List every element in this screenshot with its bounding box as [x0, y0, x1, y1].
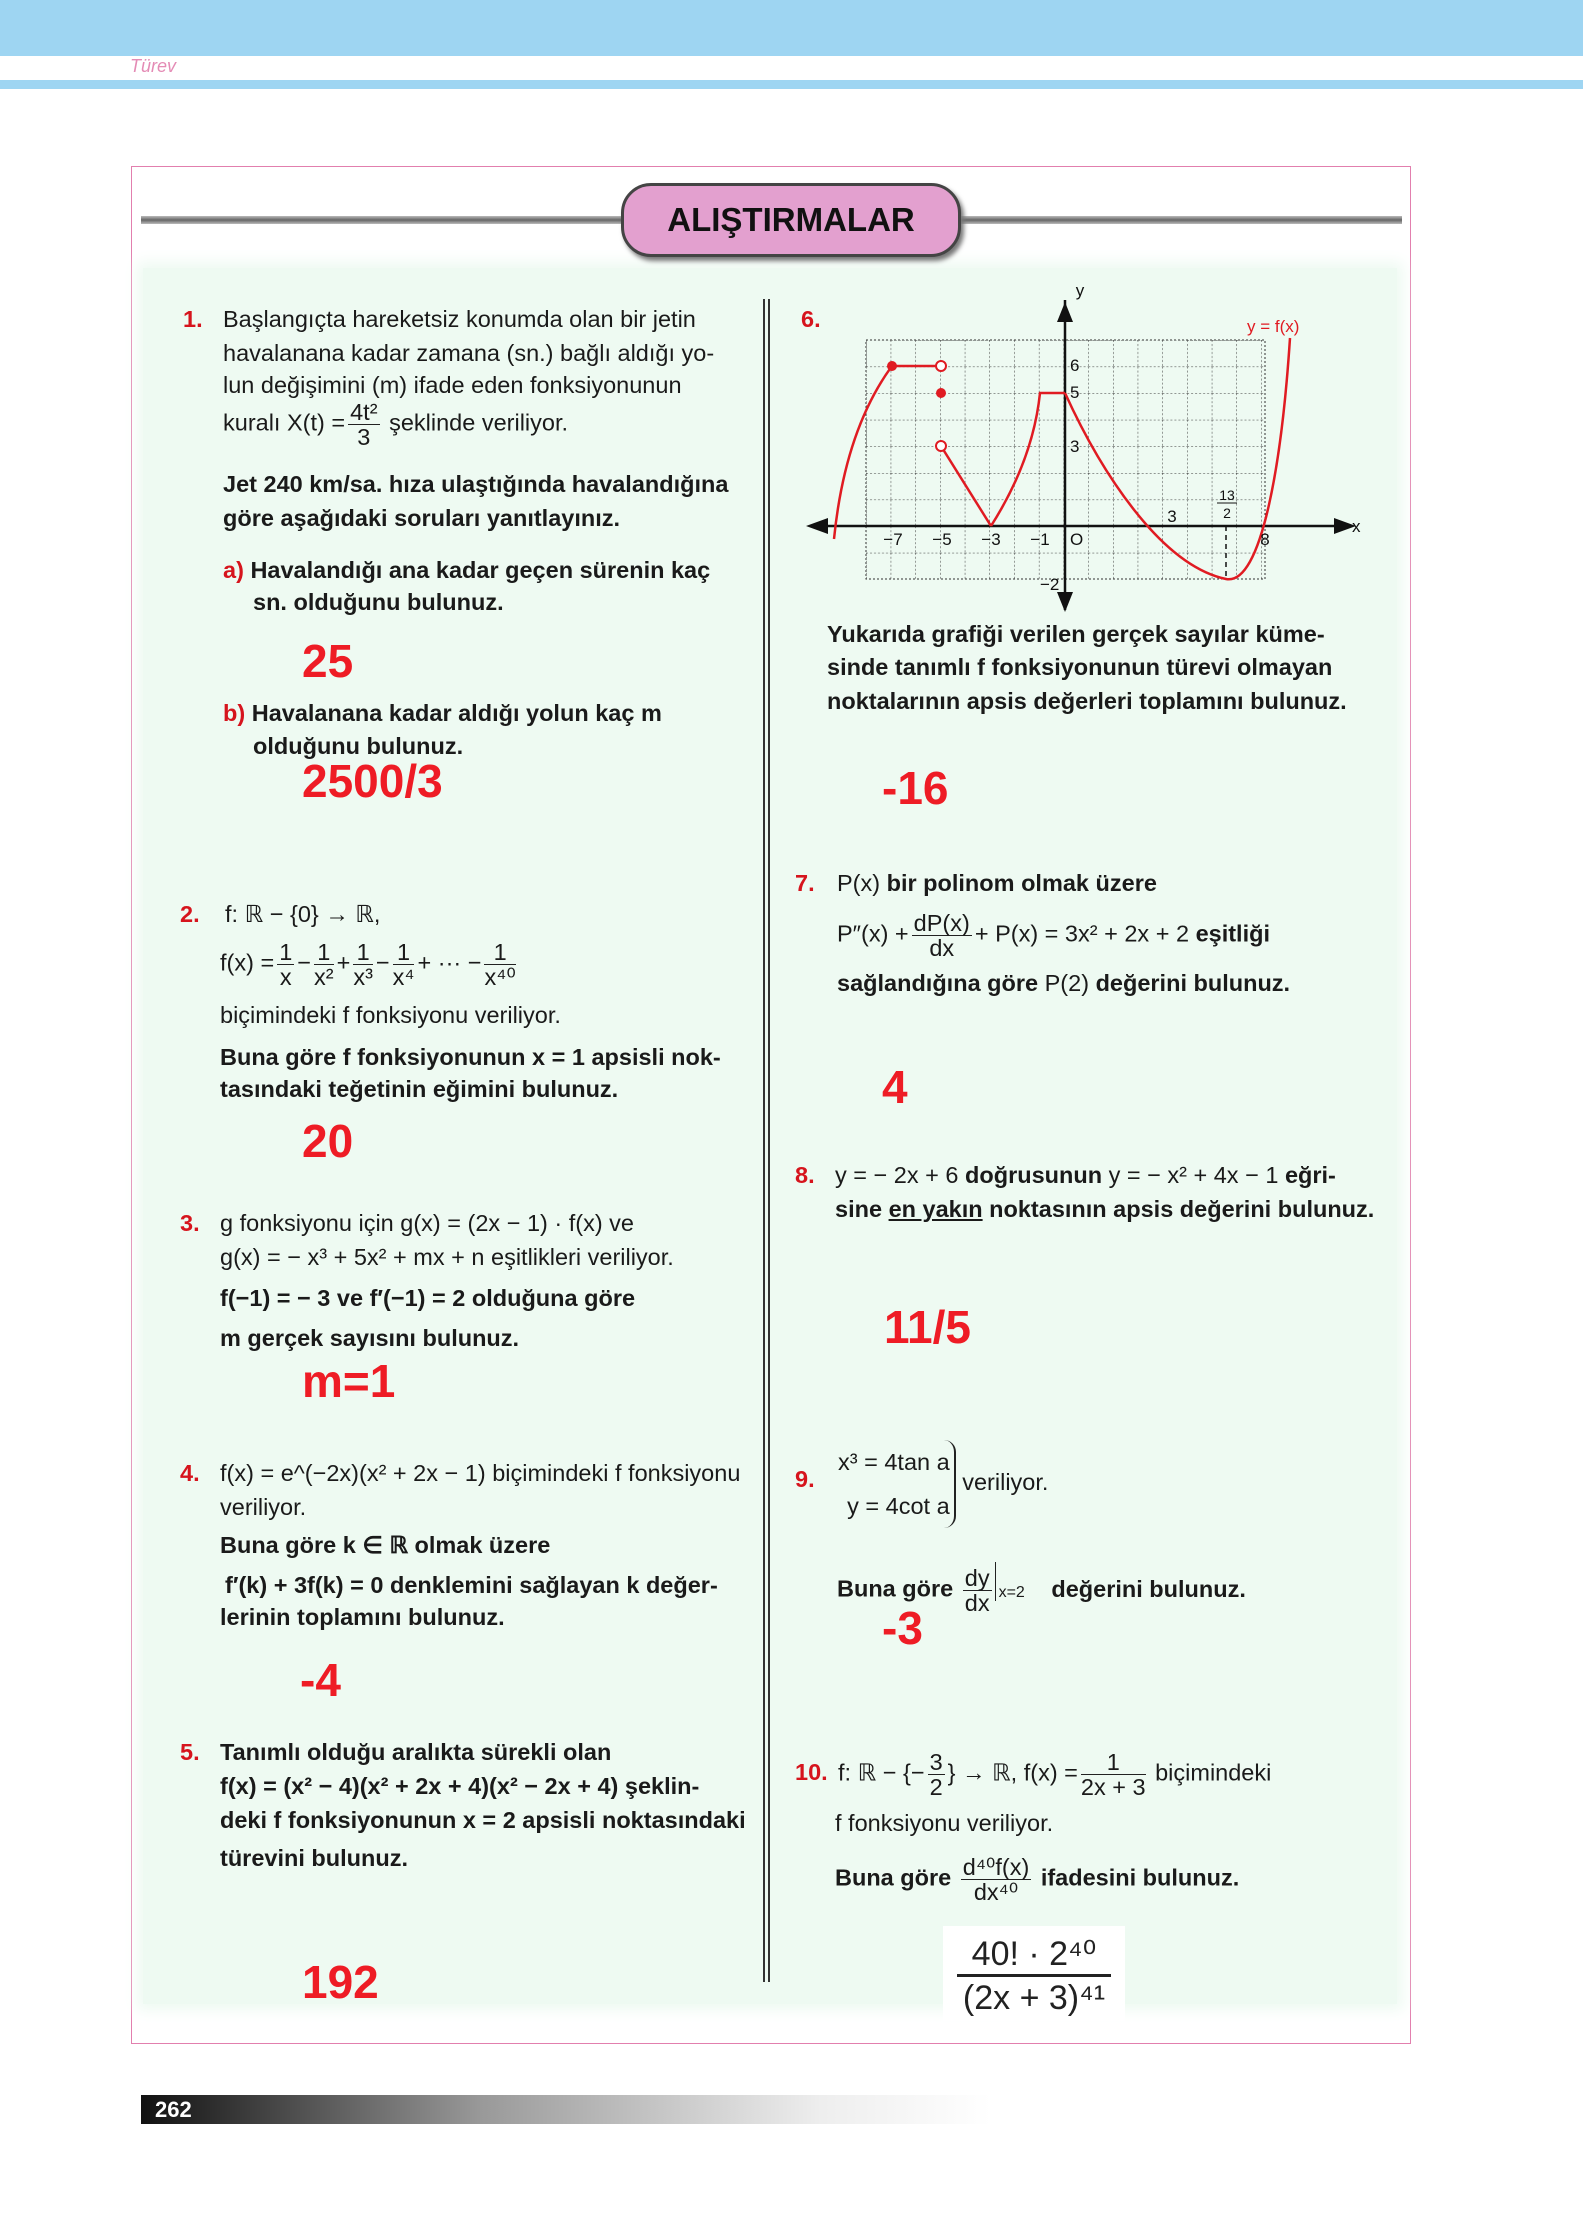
fraction-numerator: 13 [1219, 487, 1235, 503]
text: eğri- [1284, 1162, 1336, 1188]
problem-text: Yukarıda grafiği verilen gerçek sayılar küme- [827, 621, 1325, 647]
fraction [963, 1566, 992, 1615]
problem-text: lun değişimini (m) ifade eden fonksiyonunun [223, 372, 682, 398]
problem-text [835, 1158, 1336, 1192]
x-tick: −5 [932, 530, 952, 549]
answer-image [943, 1926, 1125, 2021]
numerator: 1 [314, 940, 334, 965]
fraction [353, 940, 373, 989]
problem-text: havalanana kadar zamana (sn.) bağlı aldığı yo- [223, 340, 715, 366]
problem-text: f(x) = e^(−2x)(x² + 2x − 1) biçimindeki f fonksiyonu [220, 1460, 741, 1486]
problem-text: Buna göre k ∈ ℝ olmak üzere [220, 1532, 551, 1558]
fraction-denominator: 2 [1223, 505, 1231, 521]
section-title: ALIŞTIRMALAR [621, 183, 961, 257]
text: kuralı X(t) = [223, 409, 346, 436]
y-tick: −2 [1040, 575, 1060, 594]
y-tick: 6 [1070, 356, 1080, 375]
text: bir polinom olmak üzere [886, 870, 1157, 896]
problem-text: g(x) = − x³ + 5x² + mx + n eşitlikleri veriliyor. [220, 1244, 674, 1270]
y-tick: 5 [1070, 383, 1080, 402]
answer: 192 [302, 1956, 379, 2008]
answer: -3 [882, 1602, 923, 1654]
problem-text: f fonksiyonu veriliyor. [835, 1810, 1054, 1836]
problem-number: 7. [795, 870, 815, 896]
problem-text: f′(k) + 3f(k) = 0 denklemini sağlayan k değer- [225, 1572, 718, 1598]
answer: 2500/3 [302, 755, 443, 807]
denominator: x⁴⁰ [484, 964, 516, 990]
numerator: 4t² [350, 399, 378, 425]
problem-text [837, 866, 1157, 900]
text: Buna göre [835, 1864, 952, 1891]
text: f: ℝ − {− [838, 1759, 925, 1786]
fraction [961, 1855, 1032, 1904]
fraction [1081, 1750, 1146, 1799]
answer: m=1 [302, 1355, 396, 1407]
text: değerini bulunuz. [1095, 970, 1291, 996]
operator: − [375, 949, 390, 976]
x-tick: 8 [1260, 530, 1270, 549]
underlined-text: en yakın [888, 1196, 983, 1222]
problem-text: f: ℝ − {0} → ℝ, [225, 901, 381, 927]
numerator: 1 [353, 940, 373, 965]
text: şeklinde veriliyor. [389, 409, 569, 436]
brace-group [838, 1440, 956, 1528]
problem-text: türevini bulunuz. [220, 1845, 408, 1871]
problem-number: 2. [180, 901, 200, 927]
subquestion-b [223, 696, 662, 730]
problem-text: veriliyor. [220, 1494, 307, 1520]
x-tick: 3 [1167, 507, 1177, 526]
problem-number: 8. [795, 1162, 815, 1188]
text: + P(x) = 3x² + 2x + 2 [974, 920, 1190, 947]
problem-text: sinde tanımlı f fonksiyonunun türevi olmayan [827, 654, 1333, 680]
parametric-system [838, 1440, 1048, 1528]
footer-bar [141, 2095, 991, 2124]
problem-text: f(x) = (x² − 4)(x² + 2x + 4)(x² − 2x + 4) şeklin- [220, 1773, 700, 1799]
x-tick: −7 [883, 530, 903, 549]
text: değerini bulunuz. [1051, 1575, 1246, 1602]
denominator: 3 [357, 424, 371, 450]
fraction [277, 940, 294, 989]
text: veriliyor. [962, 1469, 1049, 1496]
text: noktasının apsis değerini bulunuz. [989, 1196, 1375, 1222]
page-number: 262 [155, 2097, 192, 2122]
problem-text: noktalarının apsis değerleri toplamını bulunuz. [827, 688, 1347, 714]
origin-label: O [1070, 530, 1084, 549]
open-point [936, 441, 946, 451]
denominator: x³ [353, 964, 373, 990]
operator: − [297, 949, 311, 976]
problem-text [837, 966, 1290, 1000]
numerator: 1 [1081, 1750, 1146, 1775]
problem-formula [838, 1750, 1271, 1799]
fraction [484, 940, 515, 989]
text: f(x) = [220, 949, 275, 976]
text: } → ℝ, f(x) = [947, 1759, 1078, 1786]
denominator: dx [929, 935, 955, 961]
problem-number: 10. [795, 1759, 828, 1785]
problem-text [835, 1855, 1239, 1904]
closed-point [936, 388, 946, 398]
x-tick: −3 [981, 530, 1001, 549]
numerator: dP(x) [913, 910, 970, 936]
problem-text: Başlangıçta hareketsiz konumda olan bir jetin [223, 306, 696, 332]
x-tick: −1 [1030, 530, 1050, 549]
fraction [393, 940, 415, 989]
answer: 11/5 [884, 1301, 971, 1353]
denominator: dx⁴⁰ [973, 1879, 1019, 1905]
text: biçimindeki [1155, 1759, 1272, 1786]
text: Havalandığı ana kadar geçen sürenin kaç [250, 557, 711, 583]
problem-text [835, 1192, 1374, 1226]
problem-number: 5. [180, 1739, 200, 1765]
problem-number: 6. [801, 306, 821, 332]
problem-number: 9. [795, 1466, 815, 1492]
denominator: dx [964, 1590, 990, 1616]
problem-text: m gerçek sayısını bulunuz. [220, 1325, 520, 1351]
text: eşitliği [1195, 920, 1270, 947]
operator: + ··· − [417, 949, 482, 976]
open-point [936, 361, 946, 371]
fraction [314, 940, 334, 989]
fraction [928, 1750, 945, 1799]
chapter-label: Türev [130, 56, 177, 76]
answer: -16 [882, 762, 949, 814]
closed-point [887, 361, 897, 371]
numerator: d⁴⁰f(x) [962, 1854, 1030, 1880]
text: Buna göre [837, 1575, 954, 1602]
denominator: 2 [929, 1774, 943, 1800]
problem-number: 3. [180, 1210, 200, 1236]
problem-text: sn. olduğunu bulunuz. [253, 589, 504, 615]
numerator: 1 [484, 940, 515, 965]
problem-text: olduğunu bulunuz. [253, 733, 464, 759]
denominator: x [279, 964, 292, 990]
text: P(2) [1044, 970, 1090, 996]
problem-text: biçimindeki f fonksiyonu veriliyor. [220, 1002, 561, 1028]
answer-numerator: 40! · 2⁴⁰ [957, 1934, 1111, 1977]
fraction [912, 911, 972, 960]
text: y = − x² + 4x − 1 [1108, 1162, 1279, 1188]
numerator: dy [964, 1565, 990, 1591]
text: P(x) [837, 870, 881, 896]
text: Havalanana kadar aldığı yolun kaç m [251, 700, 662, 726]
text: P″(x) + [837, 920, 909, 947]
operator: + [336, 949, 351, 976]
problem-text: deki f fonksiyonunun x = 2 apsisli noktasındaki [220, 1807, 746, 1833]
answer: 25 [302, 635, 354, 687]
problem-text: tasındaki teğetinin eğimini bulunuz. [220, 1076, 619, 1102]
problem-number: 4. [180, 1460, 200, 1486]
denominator: x⁴ [392, 964, 415, 990]
evaluation-bar: x=2 [995, 1562, 1025, 1601]
text: doğrusunun [965, 1162, 1103, 1188]
problem-text: Jet 240 km/sa. hıza ulaştığında havalandığına [223, 471, 729, 497]
text: sağlandığına göre [837, 970, 1039, 996]
answer: 4 [882, 1061, 908, 1113]
numerator: 3 [929, 1749, 943, 1775]
function-label: y = f(x) [1247, 317, 1300, 336]
numerator: 1 [279, 939, 293, 965]
problem-number: 1. [183, 306, 203, 332]
problem-text: f(−1) = − 3 ve f′(−1) = 2 olduğuna göre [220, 1285, 636, 1311]
denominator: x² [314, 964, 334, 990]
answer: -4 [300, 1654, 341, 1706]
function-graph [0, 0, 1583, 700]
y-axis-label: y [1075, 281, 1085, 300]
subquestion-label: b) [223, 700, 246, 726]
answer: 20 [302, 1115, 354, 1167]
denominator: 2x + 3 [1080, 1774, 1146, 1800]
text: sine [835, 1196, 883, 1222]
answer-denominator: (2x + 3)⁴¹ [962, 1979, 1106, 2017]
text: ifadesini bulunuz. [1040, 1864, 1240, 1891]
numerator: 1 [393, 940, 415, 965]
subquestion-label: a) [223, 557, 244, 583]
problem-text: g fonksiyonu için g(x) = (2x − 1) · f(x) ve [220, 1210, 635, 1236]
series-formula [220, 940, 519, 989]
problem-text: lerinin toplamını bulunuz. [220, 1604, 505, 1630]
problem-text: Tanımlı olduğu aralıkta sürekli olan [220, 1739, 612, 1765]
y-tick: 3 [1070, 437, 1080, 456]
problem-text: göre aşağıdaki soruları yanıtlayınız. [223, 505, 621, 531]
equation: x³ = 4tan a [838, 1449, 950, 1475]
x-axis-label: x [1352, 517, 1361, 536]
problem-formula [837, 911, 1270, 960]
problem-text: Buna göre f fonksiyonunun x = 1 apsisli nok- [220, 1044, 721, 1070]
equation: y = 4cot a [847, 1493, 950, 1519]
text: y = − 2x + 6 [835, 1162, 959, 1188]
